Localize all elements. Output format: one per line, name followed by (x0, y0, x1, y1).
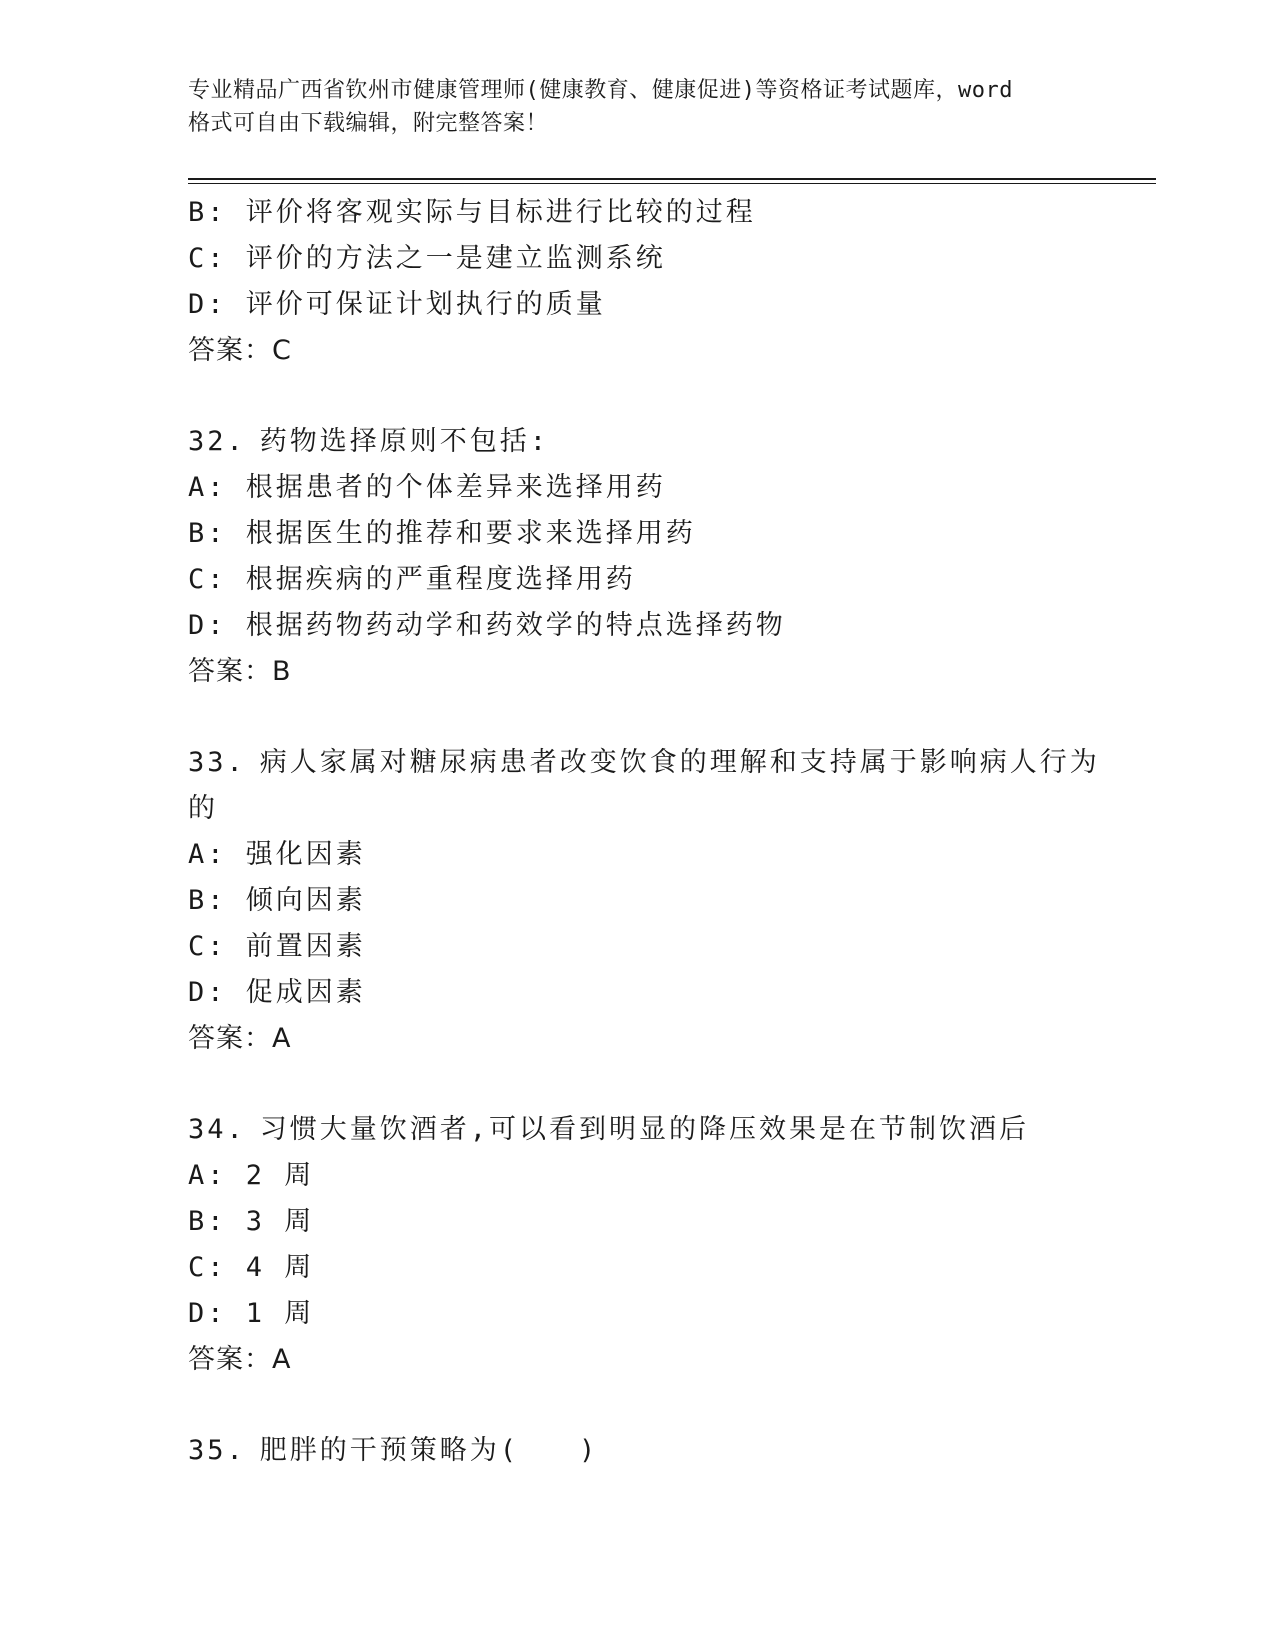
option-text: 前置因素 (245, 931, 366, 962)
option-text: 强化因素 (245, 839, 366, 870)
option-a (188, 832, 1108, 878)
answer-line: 答案：B (188, 656, 292, 687)
option-letter: D: (188, 289, 227, 320)
question-text: 药物选择原则不包括: (259, 426, 550, 457)
question-number: 35. (188, 1435, 246, 1466)
header-line-2: 格式可自由下载编辑，附完整答案！ (188, 111, 549, 136)
option-c (188, 236, 1108, 282)
option-letter: B: (188, 197, 227, 228)
option-text: 评价可保证计划执行的质量 (245, 289, 606, 320)
option-a (188, 1153, 1108, 1199)
option-c (188, 557, 1108, 603)
option-b (188, 511, 1108, 557)
option-text: 3 周 (245, 1206, 315, 1237)
option-letter: C: (188, 564, 227, 595)
question-list (188, 190, 1108, 1474)
question-number: 33. (188, 747, 246, 778)
option-letter: D: (188, 977, 227, 1008)
question-number: 34. (188, 1114, 246, 1145)
option-b (188, 878, 1108, 924)
option-c (188, 1245, 1108, 1291)
question-33 (188, 740, 1108, 1062)
option-text: 促成因素 (245, 977, 366, 1008)
header-divider-thin (188, 183, 1156, 184)
question-35 (188, 1428, 1108, 1474)
question-text: 肥胖的干预策略为( ) (259, 1435, 599, 1466)
option-text: 2 周 (245, 1160, 315, 1191)
option-c (188, 924, 1108, 970)
option-letter: B: (188, 885, 227, 916)
option-letter: A: (188, 1160, 227, 1191)
option-d (188, 603, 1108, 649)
option-letter: B: (188, 518, 227, 549)
question-stem-continued: 的 (188, 793, 218, 824)
option-letter: C: (188, 1252, 227, 1283)
option-text: 评价的方法之一是建立监测系统 (245, 243, 666, 274)
option-text: 倾向因素 (245, 885, 366, 916)
question-32 (188, 419, 1108, 695)
option-letter: A: (188, 839, 227, 870)
answer-line: 答案：A (188, 1344, 292, 1375)
question-stem (188, 1428, 1108, 1474)
option-text: 根据药物药动学和药效学的特点选择药物 (245, 610, 786, 641)
previous-question-block (188, 190, 1108, 374)
question-text: 病人家属对糖尿病患者改变饮食的理解和支持属于影响病人行为 (259, 747, 1100, 778)
question-stem (188, 419, 1108, 465)
option-letter: B: (188, 1206, 227, 1237)
answer-line: 答案：A (188, 1023, 292, 1054)
option-text: 1 周 (245, 1298, 315, 1329)
option-d (188, 970, 1108, 1016)
option-text: 根据医生的推荐和要求来选择用药 (245, 518, 696, 549)
option-d (188, 1291, 1108, 1337)
question-34 (188, 1107, 1108, 1383)
question-number: 32. (188, 426, 246, 457)
question-text: 习惯大量饮酒者,可以看到明显的降压效果是在节制饮酒后 (259, 1114, 1030, 1145)
question-stem (188, 1107, 1108, 1153)
option-letter: D: (188, 1298, 227, 1329)
option-letter: A: (188, 472, 227, 503)
question-stem (188, 740, 1108, 786)
option-text: 4 周 (245, 1252, 315, 1283)
answer-line: 答案：C (188, 335, 292, 366)
option-d (188, 282, 1108, 328)
option-letter: C: (188, 931, 227, 962)
document-header (188, 74, 1108, 140)
option-letter: C: (188, 243, 227, 274)
header-divider-thick (188, 178, 1156, 180)
option-letter: D: (188, 610, 227, 641)
option-text: 根据疾病的严重程度选择用药 (245, 564, 636, 595)
option-a (188, 465, 1108, 511)
option-b (188, 1199, 1108, 1245)
option-b (188, 190, 1108, 236)
option-text: 根据患者的个体差异来选择用药 (245, 472, 666, 503)
header-line-1: 专业精品广西省钦州市健康管理师(健康教育、健康促进)等资格证考试题库，word (188, 78, 1013, 103)
option-text: 评价将客观实际与目标进行比较的过程 (245, 197, 756, 228)
